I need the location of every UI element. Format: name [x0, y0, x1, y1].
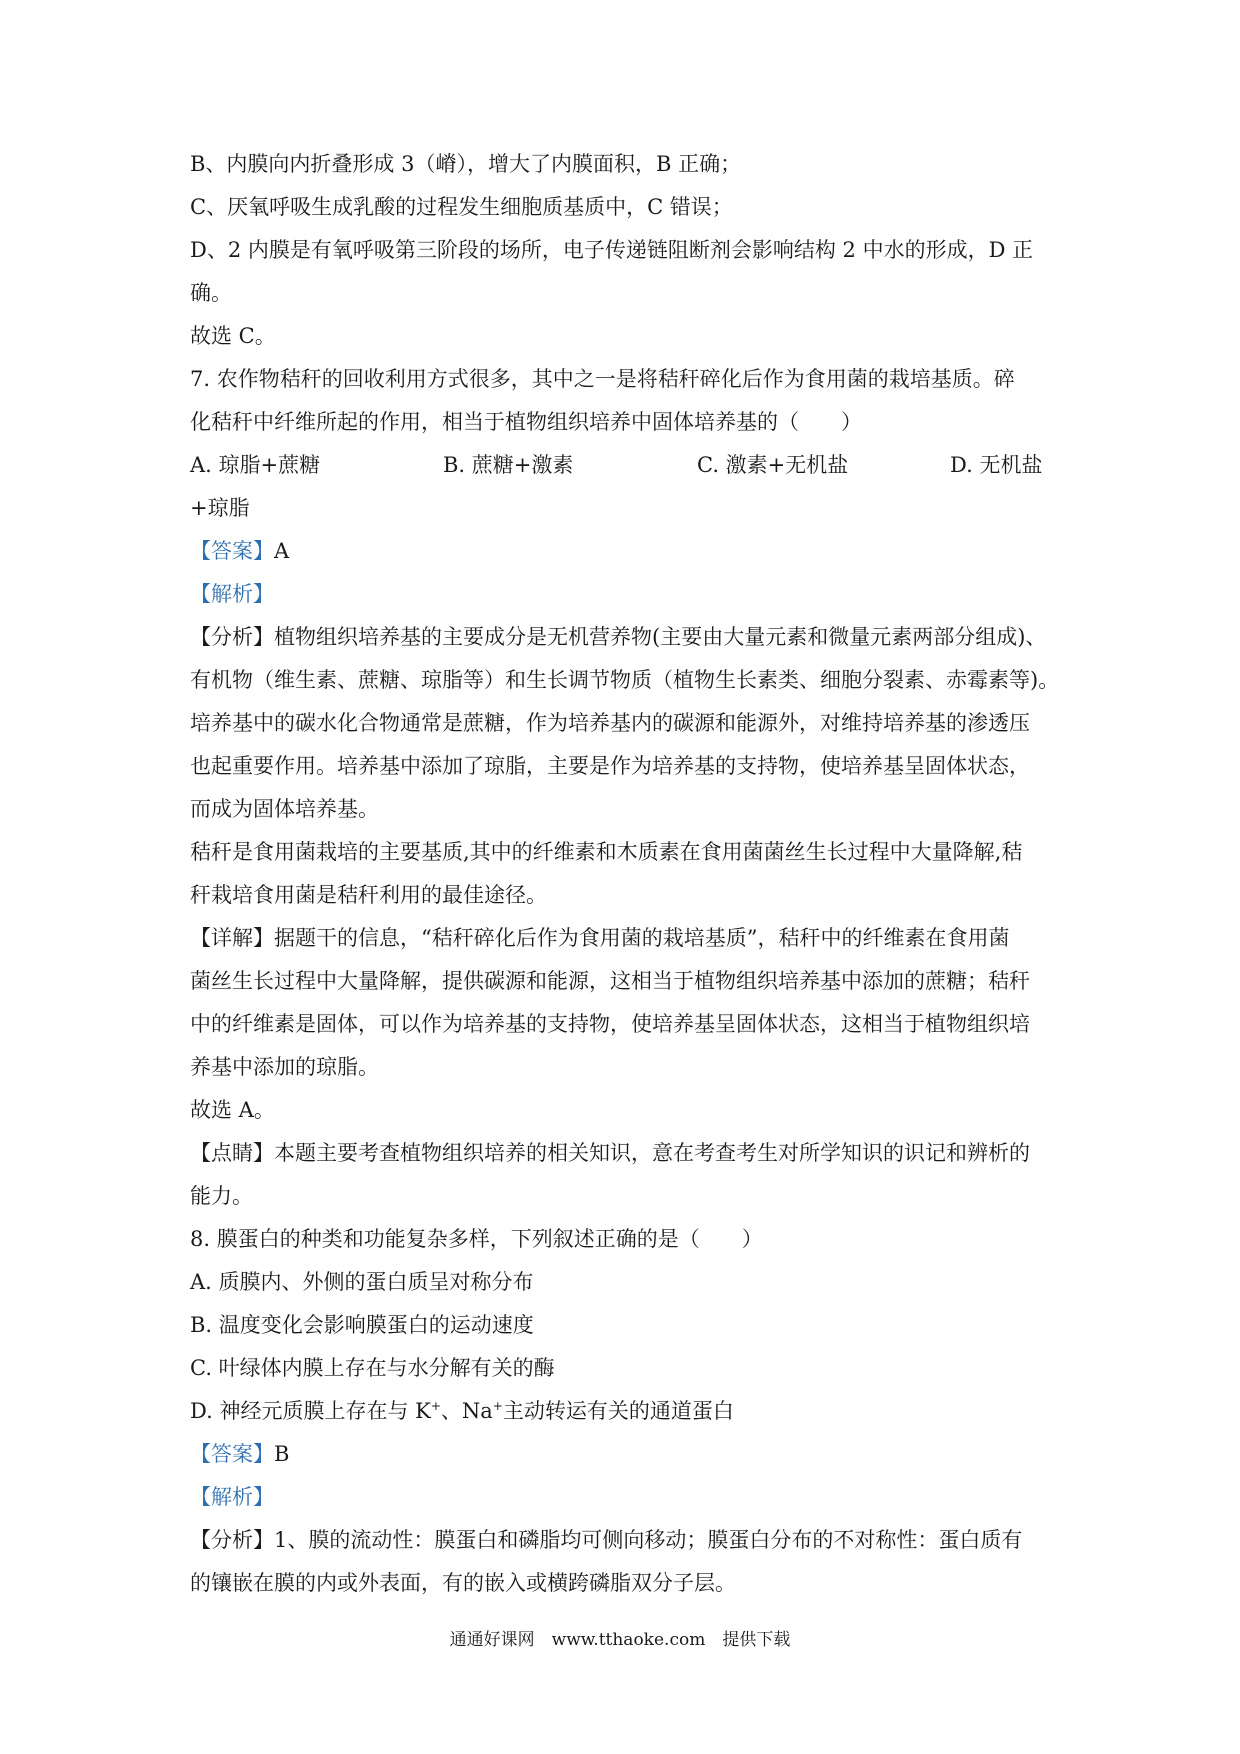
page-footer: 通通好课网 www.tthaoke.com 提供下载 — [449, 1630, 791, 1650]
option-d — [190, 1397, 734, 1425]
option-d-continued: +琼脂 — [190, 496, 250, 520]
text-line: 【点睛】本题主要考查植物组织培养的相关知识，意在考查考生对所学知识的识记和辨析的 — [190, 1141, 1030, 1165]
text-line: 【详解】据题干的信息，“秸秆碎化后作为食用菌的栽培基质”，秸秆中的纤维素在食用菌 — [190, 926, 1010, 950]
text-line: B、内膜向内折叠形成 3（嵴），增大了内膜面积，B 正确； — [190, 152, 742, 176]
text-line: 有机物（维生素、蔗糖、琼脂等）和生长调节物质（植物生长素类、细胞分裂素、赤霉素等)。 — [190, 668, 1060, 692]
answer-line — [190, 1440, 289, 1468]
text-line: C、厌氧呼吸生成乳酸的过程发生细胞质基质中，C 错误； — [190, 195, 733, 219]
option-d-text: 、Na — [440, 1399, 493, 1423]
analysis-tag: 【解析】 — [190, 582, 274, 606]
question-8-stem: 8. 膜蛋白的种类和功能复杂多样，下列叙述正确的是（ ） — [190, 1227, 763, 1251]
answer-tag: 【答案】 — [190, 539, 274, 563]
option-d-text: 主动转运有关的通道蛋白 — [502, 1399, 734, 1423]
superscript: + — [430, 1399, 441, 1413]
option-b: B. 蔗糖+激素 — [443, 453, 574, 477]
text-line: D、2 内膜是有氧呼吸第三阶段的场所，电子传递链阻断剂会影响结构 2 中水的形成，D 正 — [190, 238, 1034, 262]
text-line: 【分析】1、膜的流动性：膜蛋白和磷脂均可侧向移动；膜蛋白分布的不对称性：蛋白质有 — [190, 1528, 1023, 1552]
question-7-stem: 7. 农作物秸秆的回收利用方式很多，其中之一是将秸秆碎化后作为食用菌的栽培基质。碎 — [190, 367, 1015, 391]
text-line: 菌丝生长过程中大量降解，提供碳源和能源，这相当于植物组织培养基中添加的蔗糖；秸秆 — [190, 969, 1030, 993]
text-line: 秆栽培食用菌是秸秆利用的最佳途径。 — [190, 883, 547, 907]
answer-value: A — [274, 539, 290, 563]
text-line: 中的纤维素是固体，可以作为培养基的支持物，使培养基呈固体状态，这相当于植物组织培 — [190, 1012, 1030, 1036]
text-line: 养基中添加的琼脂。 — [190, 1055, 379, 1079]
option-b: B. 温度变化会影响膜蛋白的运动速度 — [190, 1313, 534, 1337]
option-a: A. 质膜内、外侧的蛋白质呈对称分布 — [190, 1270, 534, 1294]
text-line: 故选 C。 — [190, 324, 276, 348]
text-line: 培养基中的碳水化合物通常是蔗糖，作为培养基内的碳源和能源外，对维持培养基的渗透压 — [190, 711, 1030, 735]
option-c: C. 叶绿体内膜上存在与水分解有关的酶 — [190, 1356, 555, 1380]
text-line: 而成为固体培养基。 — [190, 797, 379, 821]
option-a: A. 琼脂+蔗糖 — [190, 453, 321, 477]
text-line: 【分析】植物组织培养基的主要成分是无机营养物(主要由大量元素和微量元素两部分组成)、 — [190, 625, 1047, 649]
question-7-stem: 化秸秆中纤维所起的作用，相当于植物组织培养中固体培养基的（ ） — [190, 410, 862, 434]
option-c: C. 激素+无机盐 — [697, 453, 849, 477]
option-d-text: D. 神经元质膜上存在与 K — [190, 1399, 431, 1423]
analysis-tag: 【解析】 — [190, 1485, 274, 1509]
text-line: 故选 A。 — [190, 1098, 275, 1122]
answer-line — [190, 537, 289, 565]
text-line: 也起重要作用。培养基中添加了琼脂，主要是作为培养基的支持物，使培养基呈固体状态， — [190, 754, 1030, 778]
answer-tag: 【答案】 — [190, 1442, 274, 1466]
option-d: D. 无机盐 — [950, 453, 1043, 477]
text-line: 能力。 — [190, 1184, 253, 1208]
text-line: 秸秆是食用菌栽培的主要基质,其中的纤维素和木质素在食用菌菌丝生长过程中大量降解,秸 — [190, 840, 1023, 864]
superscript: + — [492, 1399, 503, 1413]
text-line: 确。 — [190, 281, 232, 305]
answer-value: B — [274, 1442, 290, 1466]
text-line: 的镶嵌在膜的内或外表面，有的嵌入或横跨磷脂双分子层。 — [190, 1571, 736, 1595]
